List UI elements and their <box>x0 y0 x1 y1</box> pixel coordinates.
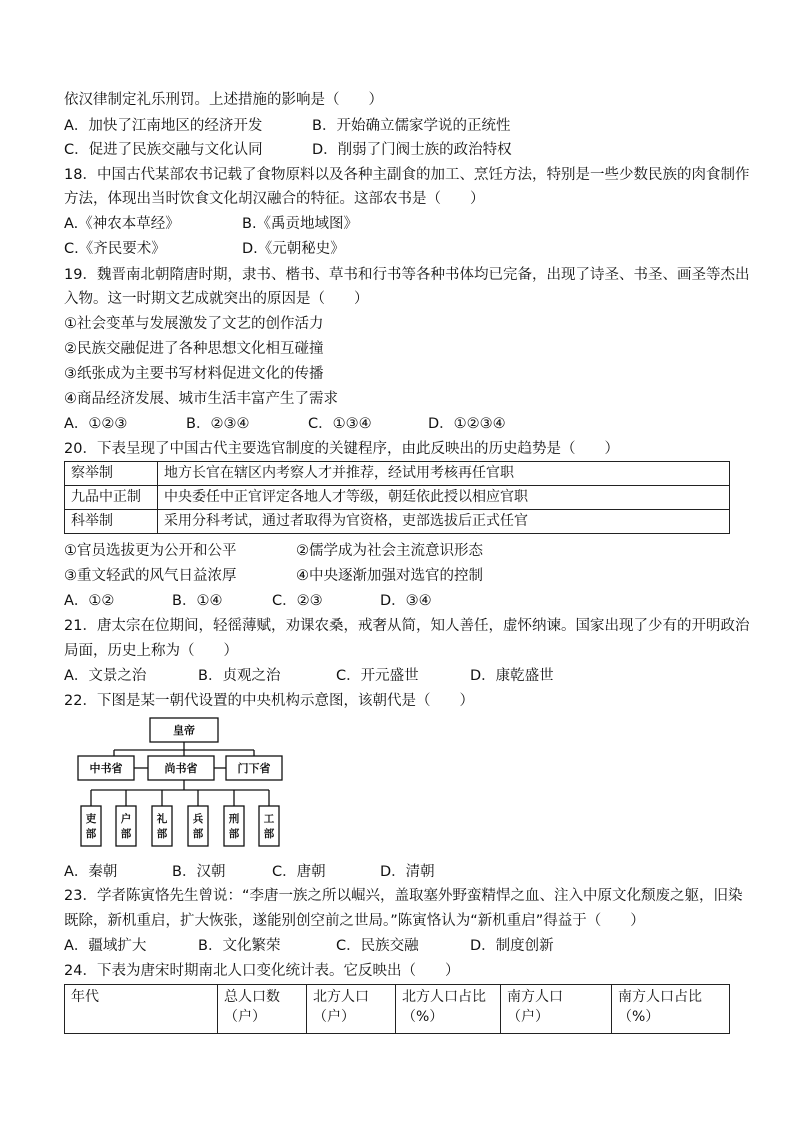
header-unit: （户） <box>224 1009 266 1025</box>
q22-option-b: B．汉朝 <box>172 864 226 880</box>
table-cell: 科举制 <box>65 510 158 534</box>
diagram-ministry-3: 兵部 <box>192 813 204 840</box>
header-label: 总人口数 <box>224 989 280 1005</box>
q19-stem-line1: 19．魏晋南北朝隋唐时期，隶书、楷书、草书和行书等各种书体均已完备，出现了诗圣、书圣、画圣等杰出 <box>64 267 750 283</box>
q19-option-d: D．①②③④ <box>428 416 506 432</box>
diagram-zhongshu: 中书省 <box>89 762 123 775</box>
q21-option-b: B．贞观之治 <box>198 668 281 684</box>
diagram-shangshu: 尚书省 <box>164 762 198 775</box>
q19-statement-2: ②民族交融促进了各种思想文化相互碰撞 <box>64 341 324 357</box>
q19-statement-1: ①社会变革与发展激发了文艺的创作活力 <box>64 316 324 332</box>
q20-stem: 20．下表呈现了中国古代主要选官制度的关键程序，由此反映出的历史趋势是（ ） <box>64 441 619 457</box>
diagram-ministry-2: 礼部 <box>156 813 168 840</box>
header-label: 北方人口占比 <box>402 989 486 1005</box>
q17-stem: 依汉律制定礼乐刑罚。上述措施的影响是（ ） <box>64 92 383 108</box>
table-header-row <box>65 985 730 1034</box>
q21-option-a: A．文景之治 <box>64 668 147 684</box>
q19-option-b: B．②③④ <box>186 416 250 432</box>
q19-stem-line2: 入物。这一时期文艺成就突出的原因是（ ） <box>64 291 369 307</box>
q17-option-a: A．加快了江南地区的经济开发 <box>64 118 263 134</box>
q21-stem-line1: 21．唐太宗在位期间，轻徭薄赋，劝课农桑，戒奢从简，知人善任，虚怀纳谏。国家出现了少有的开明政治 <box>64 618 750 634</box>
q18-option-b: B.《禹贡地域图》 <box>242 216 359 232</box>
q20-statement-4: ④中央逐渐加强对选官的控制 <box>296 568 483 584</box>
header-unit: （%） <box>402 1009 444 1025</box>
q18-stem-line2: 方法，体现出当时饮食文化胡汉融合的特征。这部农书是（ ） <box>64 191 485 207</box>
header-label: 北方人口 <box>313 989 369 1005</box>
q23-option-c: C．民族交融 <box>336 938 419 954</box>
q20-option-c: C．②③ <box>272 593 323 609</box>
central-institution-diagram <box>74 716 294 856</box>
q20-statement-1: ①官员选拔更为公开和公平 <box>64 543 237 559</box>
q20-table <box>64 461 730 534</box>
header-label: 南方人口占比 <box>618 989 702 1005</box>
q20-option-d: D．③④ <box>380 593 432 609</box>
header-unit: （户） <box>507 1009 549 1025</box>
q20-statement-2: ②儒学成为社会主流意识形态 <box>296 543 483 559</box>
q22-option-d: D．清朝 <box>380 864 435 880</box>
q18-option-c: C.《齐民要术》 <box>64 241 166 257</box>
table-header-cell <box>501 985 612 1034</box>
q19-statement-4: ④商品经济发展、城市生活丰富产生了需求 <box>64 391 338 407</box>
q21-stem-line2: 局面，历史上称为（ ） <box>64 643 238 659</box>
q23-option-b: B．文化繁荣 <box>198 938 281 954</box>
diagram-ministry-0: 吏部 <box>85 813 97 840</box>
q22-option-a: A．秦朝 <box>64 864 118 880</box>
table-cell: 中央委任中正官评定各地人才等级，朝廷依此授以相应官职 <box>158 486 730 510</box>
table-cell: 九品中正制 <box>65 486 158 510</box>
table-header-cell <box>218 985 307 1034</box>
header-label: 南方人口 <box>507 989 563 1005</box>
q21-option-c: C．开元盛世 <box>336 668 419 684</box>
q22-stem: 22．下图是某一朝代设置的中央机构示意图，该朝代是（ ） <box>64 693 474 709</box>
q20-option-b: B．①④ <box>172 593 223 609</box>
q23-stem-line1: 23．学者陈寅恪先生曾说：“李唐一族之所以崛兴，盖取塞外野蛮精悍之血、注入中原文化颓废之躯，旧染 <box>64 888 743 904</box>
diagram-ministry-1: 户部 <box>120 813 132 840</box>
table-cell: 察举制 <box>65 462 158 486</box>
table-row <box>65 486 730 510</box>
table-cell: 采用分科考试，通过者取得为官资格，吏部选拔后正式任官 <box>158 510 730 534</box>
q17-option-c: C．促进了民族交融与文化认同 <box>64 142 263 158</box>
q24-table <box>64 984 730 1034</box>
table-header-cell <box>612 985 730 1034</box>
q18-option-d: D.《元朝秘史》 <box>242 241 345 257</box>
q19-statement-3: ③纸张成为主要书写材料促进文化的传播 <box>64 366 324 382</box>
diagram-ministry-5: 工部 <box>263 813 275 840</box>
table-cell: 地方长官在辖区内考察人才并推荐，经试用考核再任官职 <box>158 462 730 486</box>
q17-option-b: B．开始确立儒家学说的正统性 <box>312 118 511 134</box>
q20-option-a: A．①② <box>64 593 115 609</box>
header-unit: （%） <box>618 1009 660 1025</box>
q19-option-a: A．①②③ <box>64 416 128 432</box>
table-row <box>65 510 730 534</box>
table-header-cell <box>307 985 396 1034</box>
q23-option-d: D．制度创新 <box>470 938 554 954</box>
diagram-emperor: 皇帝 <box>173 724 195 737</box>
q23-option-a: A．疆域扩大 <box>64 938 147 954</box>
table-row <box>65 462 730 486</box>
q24-stem: 24．下表为唐宋时期南北人口变化统计表。它反映出（ ） <box>64 963 460 979</box>
q18-stem-line1: 18．中国古代某部农书记载了食物原料以及各种主副食的加工、烹饪方法，特别是一些少数民族的肉食制作 <box>64 167 750 183</box>
q19-option-c: C．①③④ <box>308 416 372 432</box>
diagram-menxia: 门下省 <box>237 762 271 775</box>
q21-option-d: D．康乾盛世 <box>470 668 554 684</box>
q17-option-d: D．削弱了门阀士族的政治特权 <box>312 142 512 158</box>
q22-option-c: C．唐朝 <box>272 864 326 880</box>
diagram-ministry-4: 刑部 <box>228 813 240 840</box>
q18-option-a: A.《神农本草经》 <box>64 216 180 232</box>
header-label: 年代 <box>71 989 99 1005</box>
table-header-cell <box>396 985 501 1034</box>
header-unit: （户） <box>313 1009 355 1025</box>
q20-statement-3: ③重文轻武的风气日益浓厚 <box>64 568 237 584</box>
q23-stem-line2: 既除，新机重启，扩大恢张，遂能别创空前之世局。”陈寅恪认为“新机重启”得益于（ ） <box>64 913 645 929</box>
table-header-cell <box>65 985 218 1034</box>
